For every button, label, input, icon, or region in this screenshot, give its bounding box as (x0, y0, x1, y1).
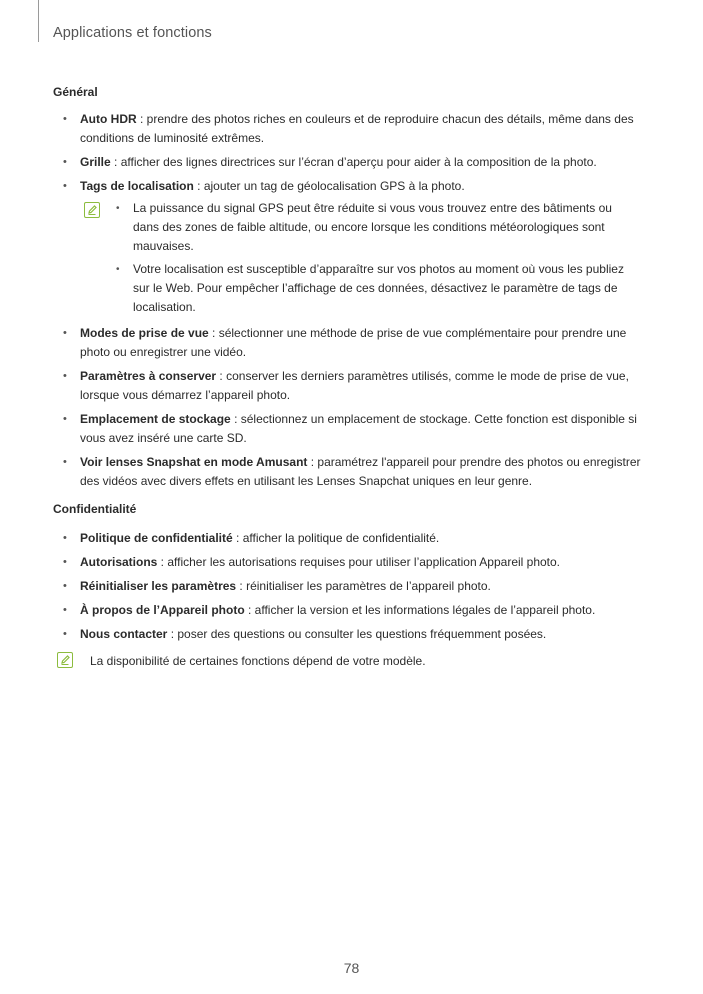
section-heading-privacy: Confidentialité (53, 502, 137, 516)
list-item (0, 601, 703, 620)
item-description: : afficher la version et les informations légales de l’appareil photo. (244, 603, 596, 617)
note-pencil-icon (57, 652, 73, 668)
list-item (0, 367, 703, 405)
bullet-dot: • (116, 203, 120, 214)
item-description: : afficher les autorisations requises pour utiliser l’application Appareil photo. (157, 555, 561, 569)
bullet-dot: • (63, 156, 67, 168)
list-item (0, 577, 703, 596)
item-description: : ajouter un tag de géolocalisation GPS à la photo. (193, 179, 465, 193)
item-term: Modes de prise de vue (80, 326, 209, 340)
list-item (0, 324, 703, 362)
header-rule (38, 0, 39, 42)
item-description: : conserver les derniers paramètres utilisés, comme le mode de prise de vue, lorsque vous démarrez l’appareil photo. (80, 369, 629, 402)
bullet-dot: • (63, 413, 67, 425)
section-heading-general: Général (53, 85, 98, 99)
bullet-dot: • (63, 580, 67, 592)
list-item (0, 625, 703, 644)
note-block (0, 199, 703, 317)
item-description: : afficher la politique de confidentialité. (232, 531, 440, 545)
bullet-dot: • (63, 628, 67, 640)
list-item (0, 529, 703, 548)
note-text: La puissance du signal GPS peut être réduite si vous vous trouvez entre des bâtiments ou dans des zones de faible altitude, ou encore lorsque les conditions météorologiques sont mauvaises. (133, 201, 612, 253)
item-term: Politique de confidentialité (80, 531, 233, 545)
item-term: Nous contacter (80, 627, 168, 641)
item-description: : sélectionner une méthode de prise de vue complémentaire pour prendre une photo ou enregistrer une vidéo. (80, 326, 627, 359)
list-item (0, 553, 703, 572)
bullet-dot: • (116, 264, 120, 275)
list-item (0, 453, 703, 491)
list-item (0, 153, 703, 172)
list-item (0, 177, 703, 196)
bullet-dot: • (63, 327, 67, 339)
item-description: : prendre des photos riches en couleurs et de reproduire chacun des détails, même dans des conditions de luminosité extrêmes. (80, 112, 634, 145)
bullet-dot: • (63, 604, 67, 616)
bullet-dot: • (63, 180, 67, 192)
item-term: Tags de localisation (80, 179, 194, 193)
general-list (0, 110, 703, 196)
item-term: Grille (80, 155, 111, 169)
bullet-dot: • (63, 532, 67, 544)
bullet-dot: • (63, 113, 67, 125)
item-description: : sélectionnez un emplacement de stockage. Cette fonction est disponible si vous avez inséré une carte SD. (80, 412, 637, 445)
item-term: Auto HDR (80, 112, 137, 126)
item-term: Réinitialiser les paramètres (80, 579, 237, 593)
bullet-dot: • (63, 456, 67, 468)
availability-note: La disponibilité de certaines fonctions dépend de votre modèle. (90, 654, 426, 668)
item-term: À propos de l’Appareil photo (80, 603, 245, 617)
general-list-continued (0, 324, 703, 491)
bullet-dot: • (63, 556, 67, 568)
note-item (0, 199, 703, 256)
item-term: Emplacement de stockage (80, 412, 231, 426)
list-item (0, 110, 703, 148)
item-term: Voir lenses Snapshat en mode Amusant (80, 455, 308, 469)
chapter-title: Applications et fonctions (53, 25, 212, 41)
list-item (0, 410, 703, 448)
privacy-list (0, 529, 703, 644)
bullet-dot: • (63, 370, 67, 382)
page-number: 78 (343, 960, 360, 976)
item-term: Autorisations (80, 555, 158, 569)
item-description: : paramétrez l'appareil pour prendre des photos ou enregistrer des vidéos avec divers effets en utilisant les Lenses Snapchat uniques en leur genre. (80, 455, 641, 488)
note-item (0, 260, 703, 317)
note-text: Votre localisation est susceptible d’apparaître sur vos photos au moment où vous les publiez sur le Web. Pour empêcher l’affichage de ces données, désactivez le paramètre de tags de localisation. (133, 262, 624, 314)
item-description: : afficher des lignes directrices sur l’écran d’aperçu pour aider à la composition de la photo. (110, 155, 597, 169)
item-description: : réinitialiser les paramètres de l’appareil photo. (236, 579, 491, 593)
item-description: : poser des questions ou consulter les questions fréquemment posées. (167, 627, 547, 641)
item-term: Paramètres à conserver (80, 369, 217, 383)
